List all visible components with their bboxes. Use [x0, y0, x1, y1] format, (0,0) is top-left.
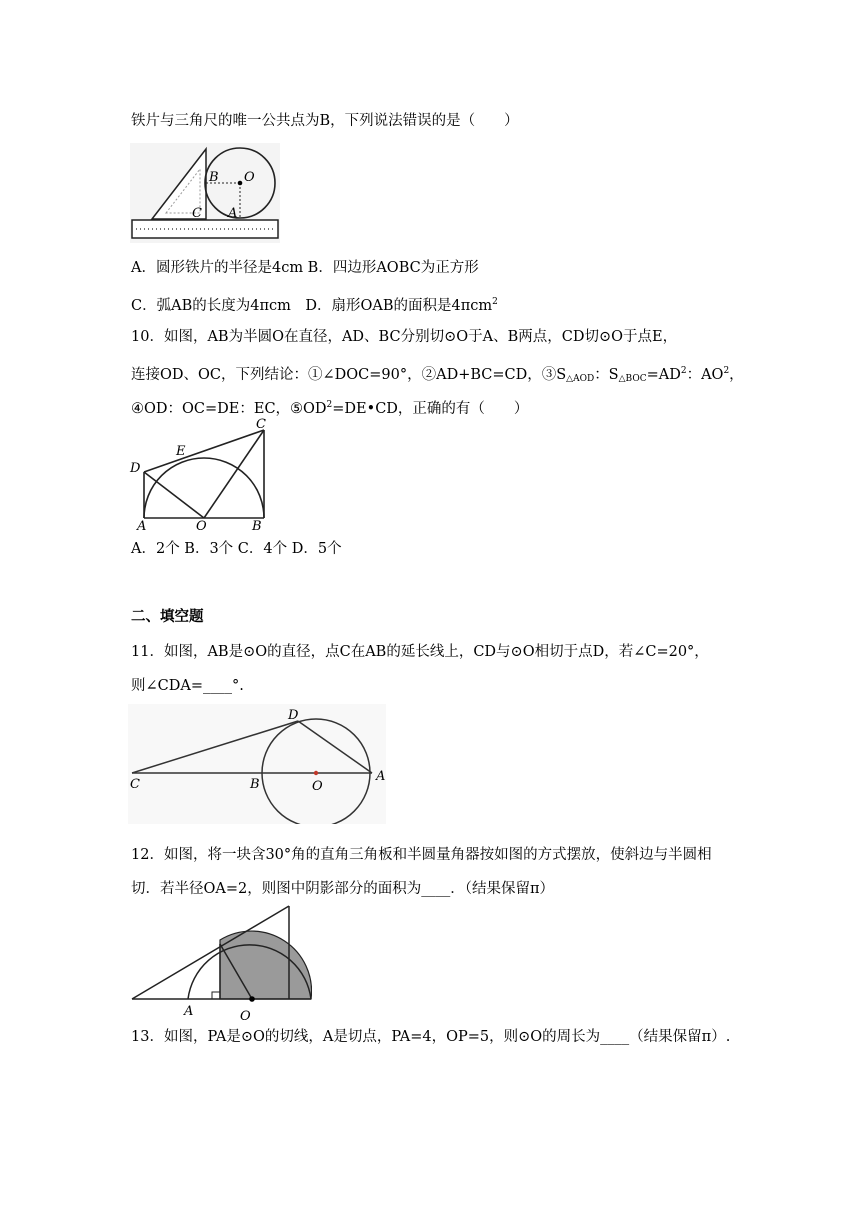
- q9-label-b: B: [209, 170, 219, 185]
- q10-label-o: O: [196, 519, 207, 534]
- q11-line1: 11．如图，AB是⊙O的直径，点C在AB的延长线上，CD与⊙O相切于点D，若∠C=20°，: [131, 644, 709, 660]
- q10-line2: 连接OD、OC，下列结论：①∠DOC=90°，②AD+BC=CD，$③S_{\triangle AOD}$：$S_{\triangle BOC}=AD^2$：$AO^2$，: [131, 366, 744, 384]
- q9-figure: [130, 143, 280, 243]
- q10-label-e: E: [176, 444, 186, 459]
- q10-options: A．2个 B．3个 C．4个 D．5个: [131, 541, 342, 557]
- q13-line1: 13．如图，PA是⊙O的切线，A是切点，PA=4，OP=5，则⊙O的周长为____（结果保留π）.: [131, 1029, 731, 1045]
- q12-line1: 12．如图，将一块含30°角的直角三角板和半圆量角器按如图的方式摆放，使斜边与半圆相: [131, 847, 712, 863]
- q9-options-line2: C．弧AB的长度为4πcm D．扇形OAB的面积是4πcm$^2$: [131, 297, 498, 314]
- q11-label-a: A: [376, 769, 386, 784]
- q10-label-a: A: [137, 519, 147, 534]
- q10-line3: ④OD：OC=DE：EC，$⑤OD^2=DE•CD$，正确的有（ ）: [131, 400, 529, 417]
- q12-figure: [128, 904, 312, 1022]
- section-heading-fill-in: 二、填空题: [131, 608, 204, 625]
- q11-label-o: O: [312, 779, 323, 794]
- q12-line2: 切．若半径OA=2，则图中阴影部分的面积为____．（结果保留π）: [131, 881, 555, 897]
- q9-stem-tail: 铁片与三角尺的唯一公共点为B，下列说法错误的是（ ）: [131, 113, 519, 129]
- q10-label-c: C: [256, 417, 266, 432]
- q11-label-d: D: [288, 708, 299, 723]
- q12-label-o: O: [240, 1009, 251, 1022]
- q10-line1: 10．如图，AB为半圆O在直径，AD、BC分别切⊙O于A、B两点，CD切⊙O于点E，: [131, 329, 678, 345]
- q11-label-b: B: [250, 777, 260, 792]
- q10-label-b: B: [252, 519, 262, 534]
- q11-line2: 则∠CDA=____°.: [131, 678, 244, 694]
- q11-figure: [128, 704, 386, 824]
- q10-label-d: D: [130, 461, 141, 476]
- q12-label-a: A: [184, 1004, 194, 1019]
- q9-label-c: C: [192, 206, 202, 221]
- q9-options-line1: A．圆形铁片的半径是4cm B．四边形AOBC为正方形: [131, 260, 479, 276]
- q10-figure: [128, 416, 278, 534]
- q9-label-o: O: [244, 170, 255, 185]
- q9-label-a: A: [228, 206, 238, 221]
- q11-label-c: C: [130, 777, 140, 792]
